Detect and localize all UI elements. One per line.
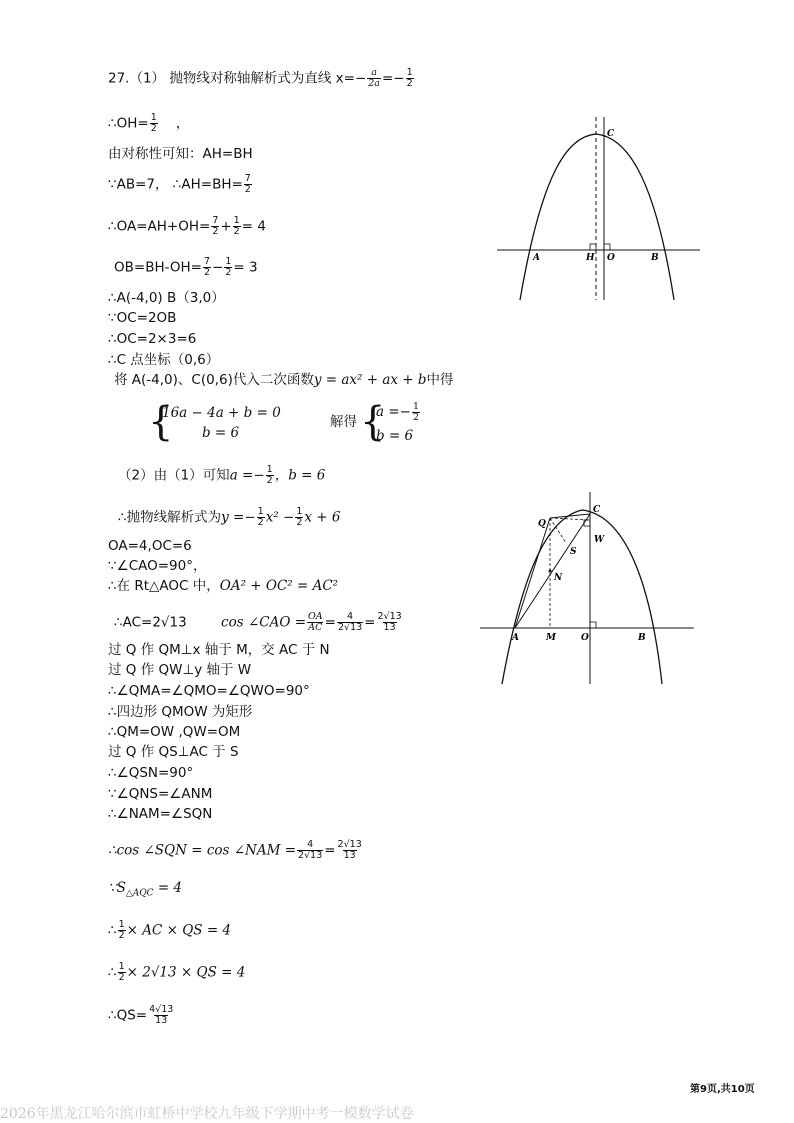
figure-parabola-2 [478,488,698,688]
label-h: H [586,253,595,263]
line-qsn: ∴∠QSN=90° [108,765,194,781]
parabola-curve [502,510,662,684]
solution-a: a =− $\frac{1}{2}$ [376,401,420,423]
line-oh: ∴OH= $\frac{1}{2}$ ， [108,112,190,134]
line-oa: ∴OA=AH+OH= $\frac{7}{2}$ + $\frac{1}{2}$ = 4 [108,215,266,237]
label-s: S [570,547,577,557]
system-eq-1: 16a − 4a + b = 0 [162,405,281,421]
line-oc-2ob: ∵OC=2OB [108,310,177,326]
system-brace-right: { [360,399,386,445]
solve-label: 解得 [330,414,357,430]
label-b: B [638,633,646,643]
label-b: B [651,253,659,263]
line-qm-ow: ∴QM=OW ,QW=OM [108,724,241,740]
line-ac-cos: ∴AC=2√13 cos ∠CAO = $\frac{OA}{AC}$ = $\frac{4}{2√13}$ = $\frac{2√13}{13}$ [114,611,402,633]
line-nam: ∴∠NAM=∠SQN [108,806,213,822]
line-cos-sqn: ∴cos ∠SQN = cos ∠NAM = $\frac{4}{2√13}$ = $\frac{2√13}{13}$ [108,839,362,861]
line-qm: 过 Q 作 QM⊥x 轴于 M，交 AC 于 N [108,642,330,658]
line-c-coord: ∴C 点坐标（0,6） [108,352,220,368]
line-axis-of-symmetry: 27.（1） 抛物线对称轴解析式为直线 x=− $\frac{a}{2a}$ =− $\frac{1}{2}$ [108,67,413,89]
line-area-formula: ∴ $\frac{1}{2}$ × AC × QS = 4 [108,919,232,941]
line-area: $\because S_{\triangle AQC} = 4$ [108,880,183,899]
right-angle-mark-h [590,244,596,250]
line-angle-cao: ∵∠CAO=90°， [108,558,207,574]
system-brace-left: { [148,399,174,445]
line-area-sub: ∴ $\frac{1}{2}$ × 2√13 × QS = 4 [108,961,246,983]
label-c: C [593,505,601,515]
line-ab: ∵AB=7， ∴AH=BH= $\frac{7}{2}$ [108,173,251,195]
system-eq-2: b = 6 [202,425,240,441]
label-a: A [533,253,540,263]
line-qw: 过 Q 作 QW⊥y 轴于 W [108,662,252,678]
part2-known: （2）由（1）可知a =− $\frac{1}{2}$ ，b = 6 [118,464,326,486]
segment-aq [515,518,550,628]
page-number: 第9页,共10页 [690,1084,755,1095]
footer-watermark: 2026年黑龙江哈尔滨市虹桥中学校九年级下学期中考一模数学试卷 [0,1106,414,1122]
right-angle-mark-o [604,244,610,250]
label-w: W [594,535,605,545]
line-substitute: 将 A(-4,0)、C(0,6)代入二次函数y = ax² + ax + b中得 [114,372,454,388]
line-oc-value: ∴OC=2×3=6 [108,331,197,347]
line-points-ab: ∴A(-4,0) B（3,0） [108,290,225,306]
label-q: Q [538,519,546,529]
label-a: A [512,633,519,643]
solution-b: b = 6 [376,428,414,444]
line-symmetry: 由对称性可知：AH=BH [108,146,253,162]
figure-parabola-1 [492,112,707,304]
right-angle-mark-o [590,622,596,628]
line-ob: OB=BH-OH= $\frac{7}{2}$ − $\frac{1}{2}$ = 3 [114,256,258,278]
line-qns: ∵∠QNS=∠ANM [108,786,213,802]
label-o: O [607,253,615,263]
line-oa-oc: OA=4,OC=6 [108,538,192,554]
part2-parabola: ∴抛物线解析式为y =− $\frac{1}{2}$ x² − $\frac{1}{2}$ x + 6 [118,506,341,528]
label-n: N [554,573,563,583]
line-qs-result: ∴QS= $\frac{4√13}{13}$ [108,1004,174,1026]
line-rectangle: ∴四边形 QMOW 为矩形 [108,704,253,720]
label-m: M [546,633,556,643]
line-pythagoras: ∴在 Rt△AOC 中，OA² + OC² = AC² [108,578,339,594]
parabola-curve [520,134,674,300]
label-o: O [581,633,589,643]
point-n [549,570,552,573]
label-c: C [607,129,615,139]
line-right-angles: ∴∠QMA=∠QMO=∠QWO=90° [108,683,310,699]
line-qs: 过 Q 作 QS⊥AC 于 S [108,744,239,760]
